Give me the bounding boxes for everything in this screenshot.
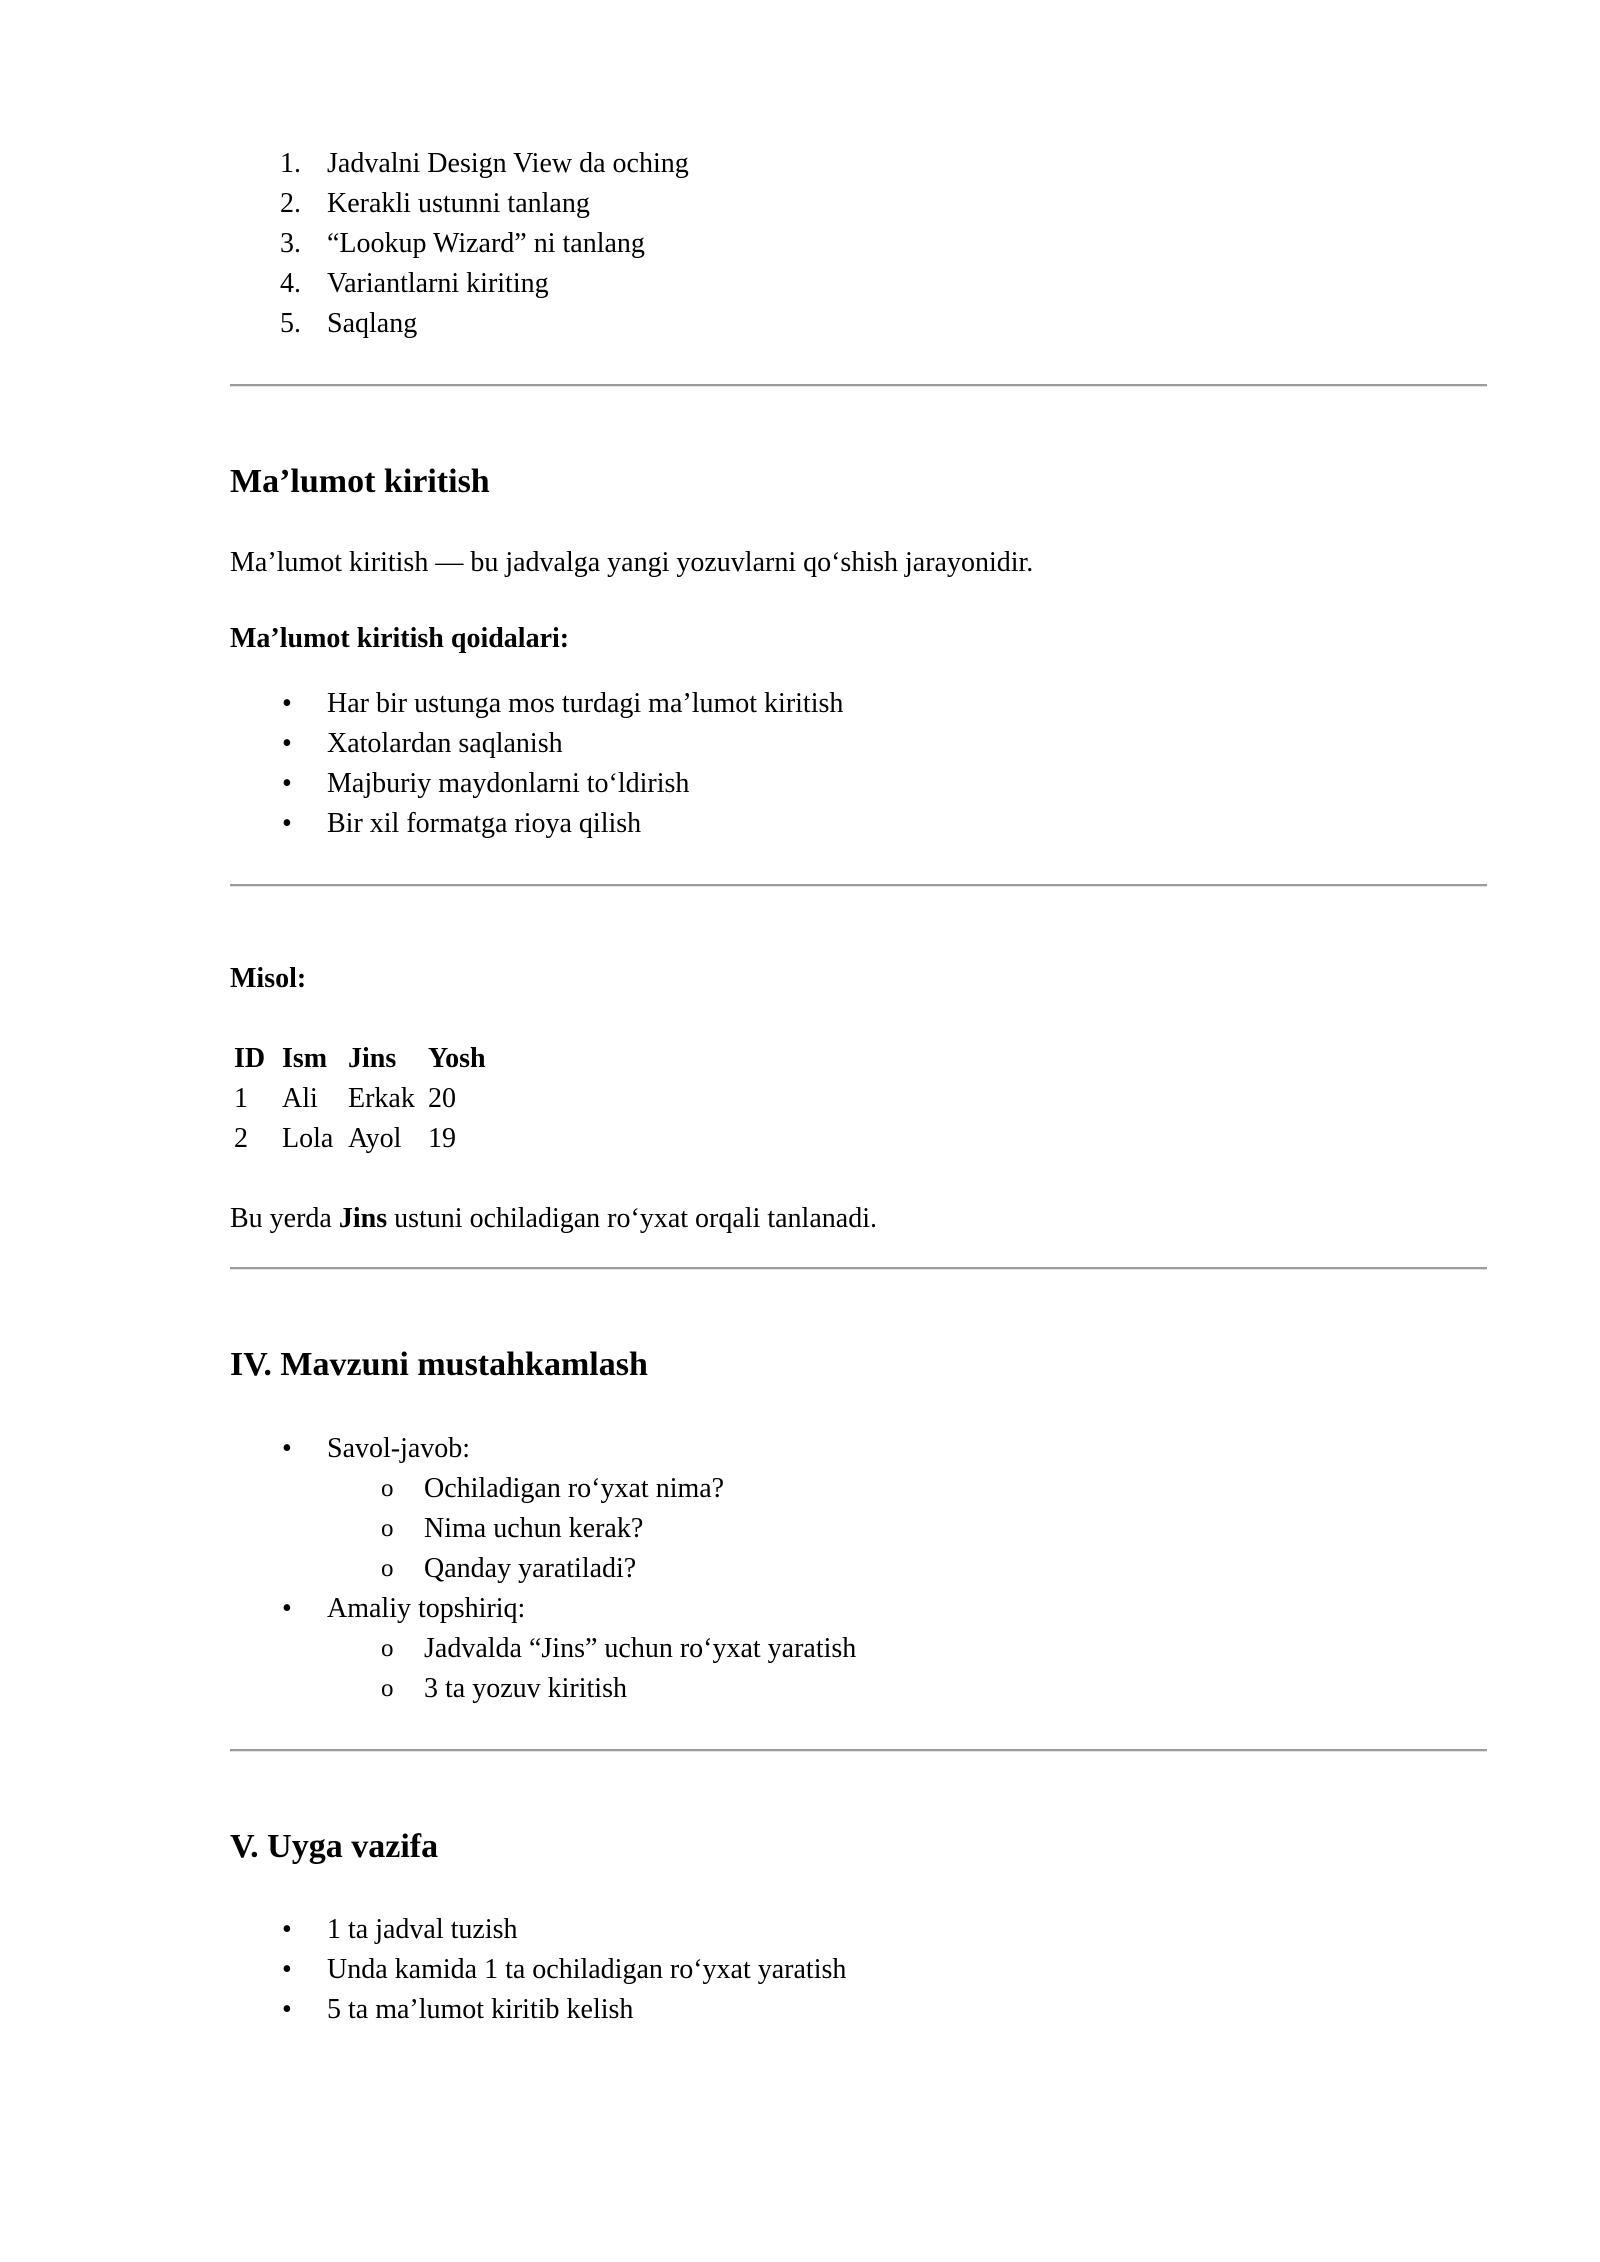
table-cell: Ali <box>282 1083 318 1114</box>
example-note-prefix: Bu yerda <box>230 1203 339 1234</box>
review-item: • Amaliy topshiriq: <box>230 1589 1487 1629</box>
rule-item: • Xatolardan saqlanish <box>230 724 1487 764</box>
lookup-wizard-steps-list <box>230 144 1487 344</box>
table-cell: Lola <box>282 1123 334 1154</box>
table-header-cell: Jins <box>348 1043 397 1074</box>
table-cell: 19 <box>428 1123 456 1154</box>
example-table <box>234 1039 498 1159</box>
section-heading-data-entry: Ma’lumot kiritish <box>230 463 490 500</box>
review-subitem: o Nima uchun kerak? <box>230 1509 1487 1549</box>
rules-label: Ma’lumot kiritish qoidalari: <box>230 623 570 654</box>
rule-item: • Majburiy maydonlarni to‘ldirish <box>230 764 1487 804</box>
data-entry-intro: Ma’lumot kiritish — bu jadvalga yangi yozuvlarni qo‘shish jarayonidir. <box>230 547 1034 578</box>
table-header-cell: ID <box>234 1043 266 1074</box>
review-subitem: o Qanday yaratiladi? <box>230 1549 1487 1589</box>
example-label: Misol: <box>230 963 307 994</box>
section-divider <box>230 1749 1487 1752</box>
rule-item: • Har bir ustunga mos turdagi ma’lumot kiritish <box>230 684 1487 724</box>
section-divider <box>230 384 1487 387</box>
section-divider <box>230 884 1487 887</box>
table-row <box>234 1119 498 1159</box>
section-heading-homework: V. Uyga vazifa <box>230 1828 439 1865</box>
example-note-suffix: ustuni ochiladigan ro‘yxat orqali tanlanadi. <box>387 1203 877 1234</box>
step-item: Jadvalni Design View da oching <box>327 148 689 179</box>
step-item: Kerakli ustunni tanlang <box>327 188 590 219</box>
section-divider <box>230 1267 1487 1270</box>
rule-item: • Bir xil formatga rioya qilish <box>230 804 1487 844</box>
step-item: Variantlarni kiriting <box>327 268 549 299</box>
section-heading-review: IV. Mavzuni mustahkamlash <box>230 1346 648 1383</box>
review-list <box>230 1429 1487 1709</box>
example-note-bold: Jins <box>338 1203 388 1234</box>
review-subitem: o Jadvalda “Jins” uchun ro‘yxat yaratish <box>230 1629 1487 1669</box>
table-header-cell: Ism <box>282 1043 328 1074</box>
table-cell: 2 <box>234 1123 248 1154</box>
table-cell: 1 <box>234 1083 248 1114</box>
table-row <box>234 1079 498 1119</box>
homework-list <box>230 1910 1487 2030</box>
review-subitem: o Ochiladigan ro‘yxat nima? <box>230 1469 1487 1509</box>
table-cell: 20 <box>428 1083 456 1114</box>
table-cell: Erkak <box>348 1083 415 1114</box>
example-note <box>230 1199 1487 1239</box>
table-header-cell: Yosh <box>428 1043 486 1074</box>
step-item: Saqlang <box>327 308 418 339</box>
review-subitem: o 3 ta yozuv kiritish <box>230 1669 1487 1709</box>
review-item: • Savol-javob: <box>230 1429 1487 1469</box>
homework-item: • Unda kamida 1 ta ochiladigan ro‘yxat yaratish <box>230 1950 1487 1990</box>
table-header-row <box>234 1039 498 1079</box>
homework-item: • 1 ta jadval tuzish <box>230 1910 1487 1950</box>
step-item: “Lookup Wizard” ni tanlang <box>327 228 645 259</box>
table-cell: Ayol <box>348 1123 402 1154</box>
rules-list <box>230 684 1487 844</box>
homework-item: • 5 ta ma’lumot kiritib kelish <box>230 1990 1487 2030</box>
